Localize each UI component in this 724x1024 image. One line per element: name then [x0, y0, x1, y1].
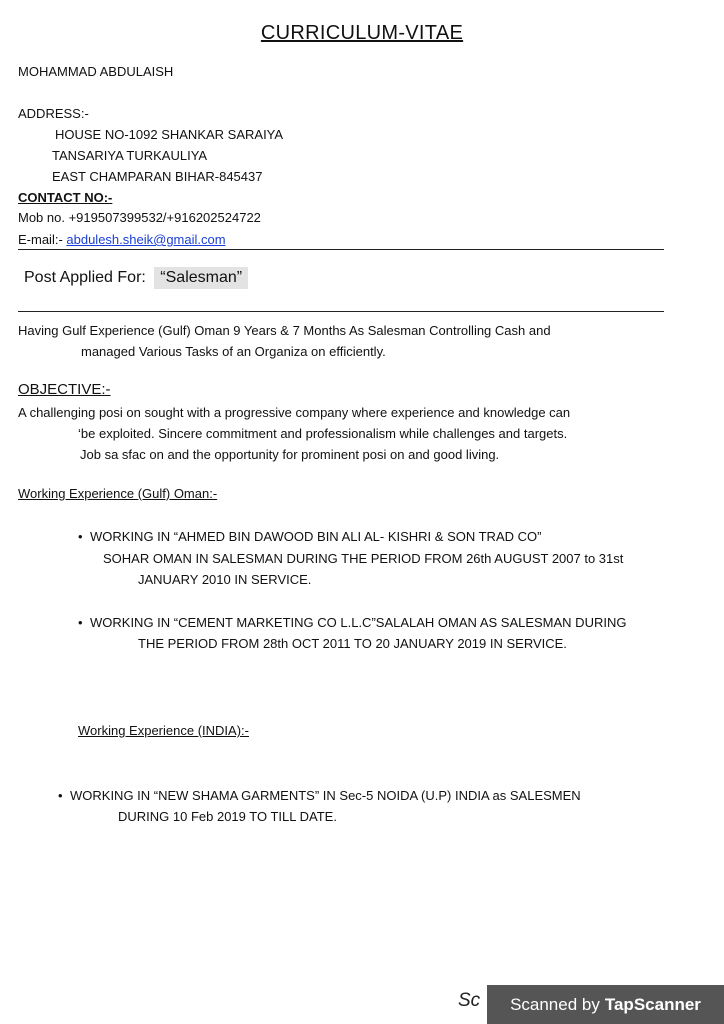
list-item: • WORKING IN “AHMED BIN DAWOOD BIN ALI AL- KISHRI & SON TRAD CO” — [78, 529, 542, 544]
document-title: CURRICULUM-VITAE — [260, 22, 464, 44]
address-line: TANSARIYA TURKAULIYA — [52, 148, 208, 163]
objective-line: A challenging posi on sought with a progressive company where experience and knowledge can — [18, 405, 571, 420]
objective-heading: OBJECTIVE:- — [18, 381, 111, 398]
post-applied — [24, 267, 248, 289]
watermark-partial-text: Sc — [458, 990, 481, 1011]
divider — [18, 311, 664, 312]
list-item-continued: DURING 10 Feb 2019 TO TILL DATE. — [118, 809, 337, 824]
post-label: Post Applied For: — [24, 269, 151, 286]
post-value: “Salesman” — [154, 267, 248, 289]
watermark-brand: TapScanner — [604, 994, 701, 1014]
divider — [18, 249, 664, 250]
summary-line: Having Gulf Experience (Gulf) Oman 9 Years & 7 Months As Salesman Controlling Cash and — [18, 323, 551, 338]
summary-line: managed Various Tasks of an Organiza on efficiently. — [81, 344, 386, 359]
list-item: • WORKING IN “NEW SHAMA GARMENTS” IN Sec-5 NOIDA (U.P) INDIA as SALESMEN — [58, 788, 581, 803]
list-item-continued: THE PERIOD FROM 28th OCT 2011 TO 20 JANUARY 2019 IN SERVICE. — [138, 636, 567, 651]
gulf-experience-heading: Working Experience (Gulf) Oman:- — [18, 486, 218, 501]
objective-line: ‘be exploited. Sincere commitment and professionalism while challenges and targets. — [78, 426, 568, 441]
contact-heading: CONTACT NO:- — [18, 190, 113, 205]
scanner-watermark — [487, 985, 724, 1024]
india-experience-heading: Working Experience (INDIA):- — [78, 723, 249, 738]
email-link[interactable]: abdulesh.sheik@gmail.com — [66, 232, 226, 247]
list-item: • WORKING IN “CEMENT MARKETING CO L.L.C”SALALAH OMAN AS SALESMAN DURING — [78, 615, 627, 630]
email-row — [18, 232, 226, 247]
bullet-icon: • — [78, 529, 83, 544]
bullet-icon: • — [78, 615, 83, 630]
email-label: E-mail:- — [18, 232, 67, 247]
address-heading: ADDRESS:- — [18, 106, 89, 121]
address-line: HOUSE NO-1092 SHANKAR SARAIYA — [55, 127, 284, 142]
list-item-continued: JANUARY 2010 IN SERVICE. — [138, 572, 312, 587]
objective-line: Job sa sfac on and the opportunity for prominent posi on and good living. — [80, 447, 500, 462]
address-line: EAST CHAMPARAN BIHAR-845437 — [52, 169, 263, 184]
applicant-name: MOHAMMAD ABDULAISH — [18, 64, 174, 79]
watermark-prefix: Scanned by — [510, 994, 600, 1014]
list-item-continued: SOHAR OMAN IN SALESMAN DURING THE PERIOD FROM 26th AUGUST 2007 to 31st — [103, 551, 624, 566]
bullet-icon: • — [58, 788, 63, 803]
mobile-numbers: Mob no. +919507399532/+916202524722 — [18, 210, 261, 225]
